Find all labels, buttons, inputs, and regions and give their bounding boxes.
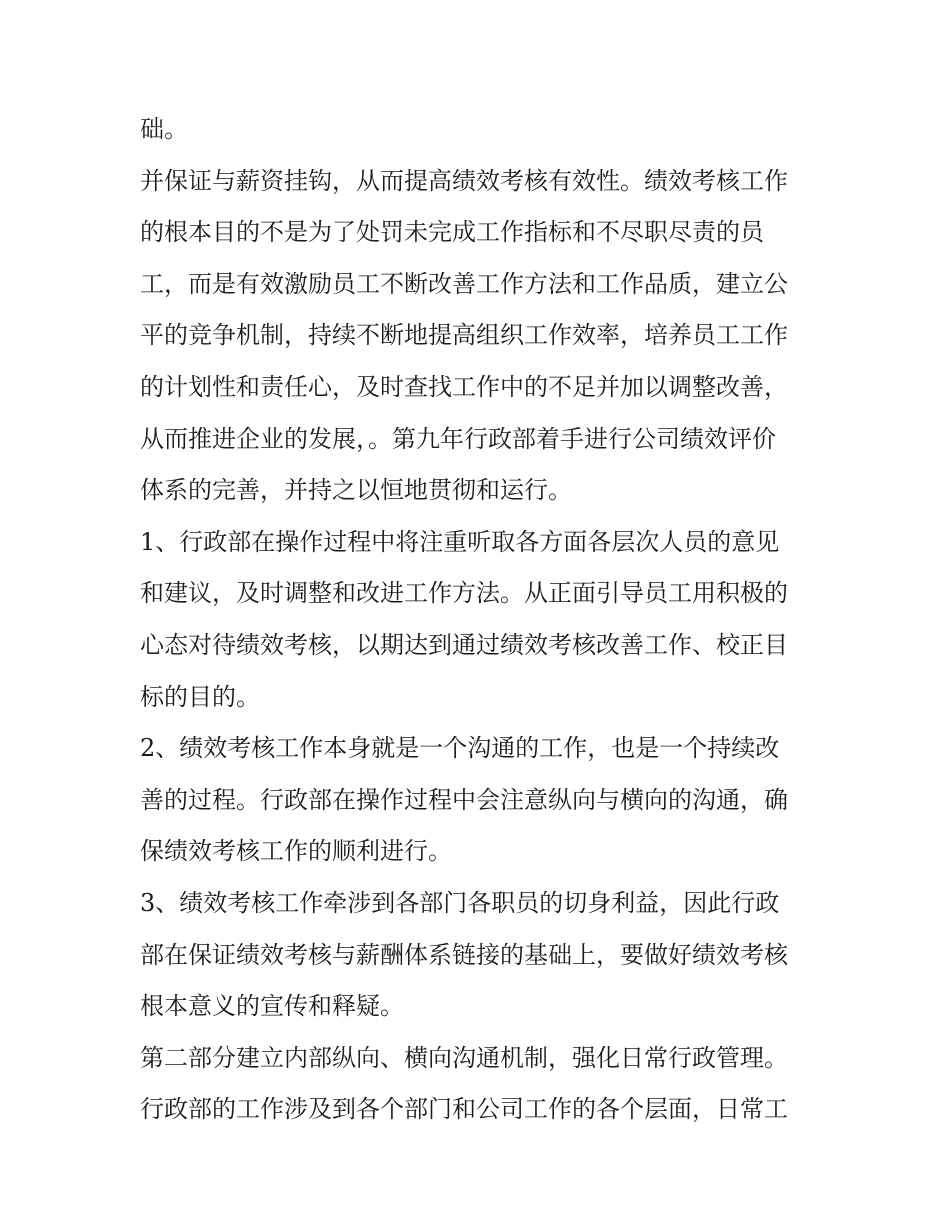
text-line: 心态对待绩效考核，以期达到通过绩效考核改善工作、校正目 bbox=[140, 630, 788, 659]
text-line: 标的目的。 bbox=[140, 682, 260, 711]
text-line: 并保证与薪资挂钩，从而提高绩效考核有效性。绩效考核工作 bbox=[140, 166, 788, 195]
document-body bbox=[140, 104, 812, 1136]
text-line: 行政部的工作涉及到各个部门和公司工作的各个层面，日常工 bbox=[140, 1095, 788, 1124]
text-line: 础。 bbox=[140, 115, 188, 143]
text-line: 体系的完善，并持之以恒地贯彻和运行。 bbox=[140, 476, 572, 505]
text-line: 的根本目的不是为了处罚未完成工作指标和不尽职尽责的员 bbox=[140, 218, 764, 247]
text-line: 保绩效考核工作的顺利进行。 bbox=[140, 837, 452, 866]
text-line: 工，而是有效激励员工不断改善工作方法和工作品质，建立公 bbox=[140, 269, 788, 298]
text-line: 第二部分建立内部纵向、横向沟通机制，强化日常行政管理。 bbox=[140, 1043, 788, 1072]
text-line: 的计划性和责任心，及时查找工作中的不足并加以调整改善， bbox=[140, 372, 788, 401]
text-line: 善的过程。行政部在操作过程中会注意纵向与横向的沟通，确 bbox=[140, 785, 788, 814]
text-line: 和建议，及时调整和改进工作方法。从正面引导员工用积极的 bbox=[140, 579, 788, 608]
text-line: 2、绩效考核工作本身就是一个沟通的工作，也是一个持续改 bbox=[140, 734, 780, 763]
text-line: 3、绩效考核工作牵涉到各部门各职员的切身利益，因此行政 bbox=[140, 888, 780, 917]
text-line: 从而推进企业的发展，。第九年行政部着手进行公司绩效评价 bbox=[140, 424, 776, 453]
text-line: 1、行政部在操作过程中将注重听取各方面各层次人员的意见 bbox=[140, 527, 780, 556]
text-line: 根本意义的宣传和释疑。 bbox=[140, 992, 404, 1021]
text-line: 平的竞争机制，持续不断地提高组织工作效率，培养员工工作 bbox=[140, 321, 788, 350]
text-line: 部在保证绩效考核与薪酬体系链接的基础上，要做好绩效考核 bbox=[140, 940, 788, 969]
